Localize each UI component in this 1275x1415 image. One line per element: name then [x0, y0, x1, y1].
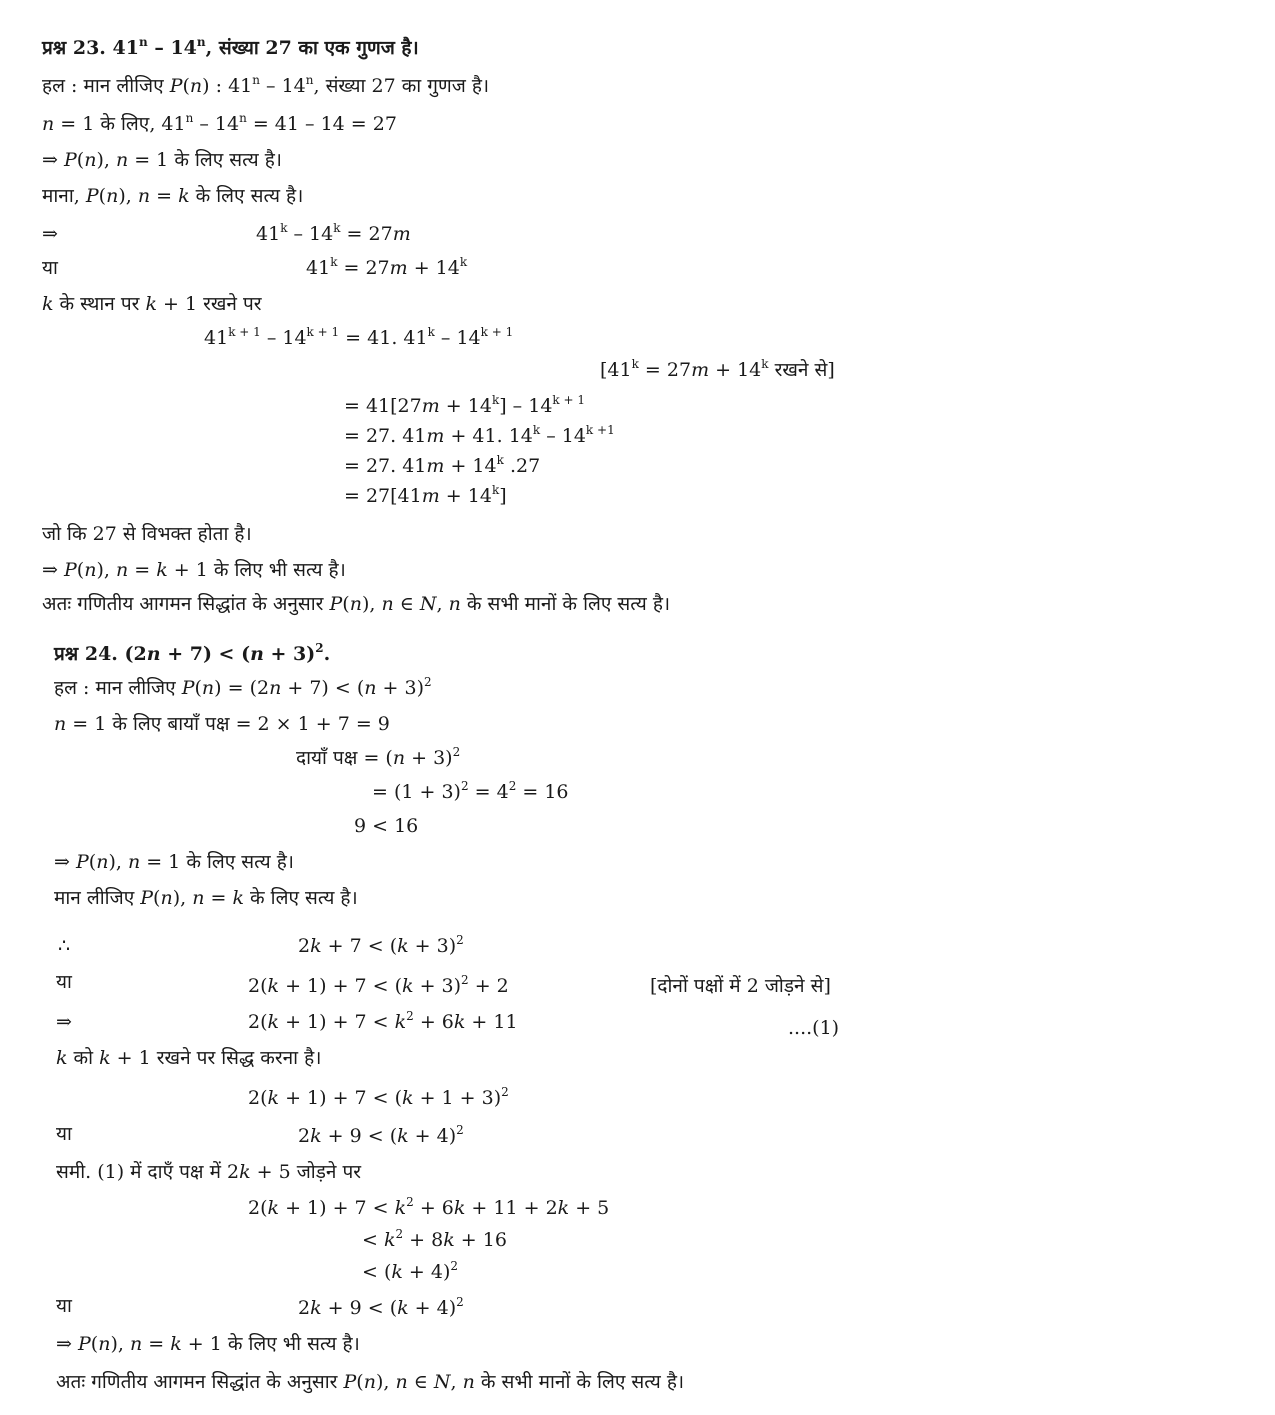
text-line: = $(1 + 3)^2 = 4^2 = 16$ — [372, 779, 569, 803]
text-line: या — [42, 257, 58, 279]
text-line: $41^k - 14^k = 27m$ — [256, 221, 411, 245]
text-line: ⇒ — [56, 1011, 72, 1033]
text-line: [दोनों पक्षों में 2 जोड़ने से] — [650, 975, 831, 997]
text-line: $41^{k + 1} - 14^{k + 1} = 41$. $41^k - 14^{k + 1}$ — [204, 325, 514, 349]
text-line: माना, P(n), n = k के लिए सत्य है। — [42, 185, 304, 207]
text-line: = 27. $41m + 14^k$ .27 — [344, 453, 541, 477]
text-line: ⇒ — [42, 223, 58, 245]
text-line: ⇒ P(n), n = 1 के लिए सत्य है। — [54, 851, 294, 873]
text-line: अतः गणितीय आगमन सिद्धांत के अनुसार P(n), n ∈ N, n के सभी मानों के लिए सत्य है। — [42, 593, 671, 615]
text-line: $2(k + 1) + 7 < k^2 + 6k + 11 + 2k + 5$ — [248, 1195, 610, 1219]
text-line: n = 1 के लिए बायाँ पक्ष = 2 × 1 + 7 = 9 — [54, 713, 390, 735]
text-line: < $(k + 4)^2$ — [362, 1259, 459, 1283]
text-line: या — [56, 971, 72, 993]
text-line: = $41[27m + 14^k] - 14^{k + 1}$ — [344, 393, 585, 417]
text-line: $41^k = 27m + 14^k$ — [306, 255, 468, 279]
text-line: हल : मान लीजिए P(n) : 41$^n$ – 14$^n$, संख्या 27 का गुणज है। — [42, 73, 490, 97]
text-line: n = 1 के लिए, $41^n - 14^n = 41 - 14 = 27$ — [42, 111, 397, 135]
text-line: समी. (1) में दाएँ पक्ष में 2k + 5 जोड़ने पर — [56, 1161, 362, 1183]
text-line: [$41^k = 27m + 14^k$ रखने से] — [600, 357, 835, 381]
text-line: प्रश्न 23. 41$^n$ – 14$^n$, संख्या 27 का एक गुणज है। — [42, 35, 419, 59]
text-line: $2(k + 1) + 7 < k^2 + 6k + 11$ — [248, 1009, 518, 1033]
text-line: ....(1) — [788, 1017, 840, 1039]
text-line: ⇒ P(n), n = k + 1 के लिए भी सत्य है। — [56, 1333, 360, 1355]
text-line: = $27[41m + 14^k]$ — [344, 483, 507, 507]
text-line: ⇒ P(n), n = k + 1 के लिए भी सत्य है। — [42, 559, 346, 581]
text-line: मान लीजिए P(n), n = k के लिए सत्य है। — [54, 887, 358, 909]
text-line: ∴ — [58, 935, 71, 957]
text-line: या — [56, 1123, 72, 1145]
text-line: प्रश्न 24. $(2n + 7) < (n + 3)^2$. — [54, 641, 331, 665]
text-line: $2(k + 1) + 7 < (k + 3)^2 + 2$ — [248, 973, 509, 997]
text-line: या — [56, 1295, 72, 1317]
text-line: = 27. 41m + 41. $14^k - 14^{k +1}$ — [344, 423, 615, 447]
text-line: 9 < 16 — [354, 815, 419, 837]
text-line: $2k + 7 < (k + 3)^2$ — [298, 933, 464, 957]
text-line: ⇒ P(n), n = 1 के लिए सत्य है। — [42, 149, 282, 171]
text-line: k के स्थान पर k + 1 रखने पर — [42, 293, 262, 315]
text-line: जो कि 27 से विभक्त होता है। — [42, 523, 252, 545]
text-line: k को k + 1 रखने पर सिद्ध करना है। — [56, 1047, 322, 1069]
text-line: हल : मान लीजिए $P(n) = (2n + 7) < (n + 3)^2$ — [54, 675, 432, 699]
text-line: $2(k + 1) + 7 < (k + 1 + 3)^2$ — [248, 1085, 509, 1109]
text-line: < $k^2 + 8k + 16$ — [362, 1227, 507, 1251]
text-line: अतः गणितीय आगमन सिद्धांत के अनुसार P(n), n ∈ N, n के सभी मानों के लिए सत्य है। — [56, 1371, 685, 1393]
text-line: $2k + 9 < (k + 4)^2$ — [298, 1295, 464, 1319]
text-line: दायाँ पक्ष = $(n + 3)^2$ — [296, 745, 461, 769]
text-line: $2k + 9 < (k + 4)^2$ — [298, 1123, 464, 1147]
